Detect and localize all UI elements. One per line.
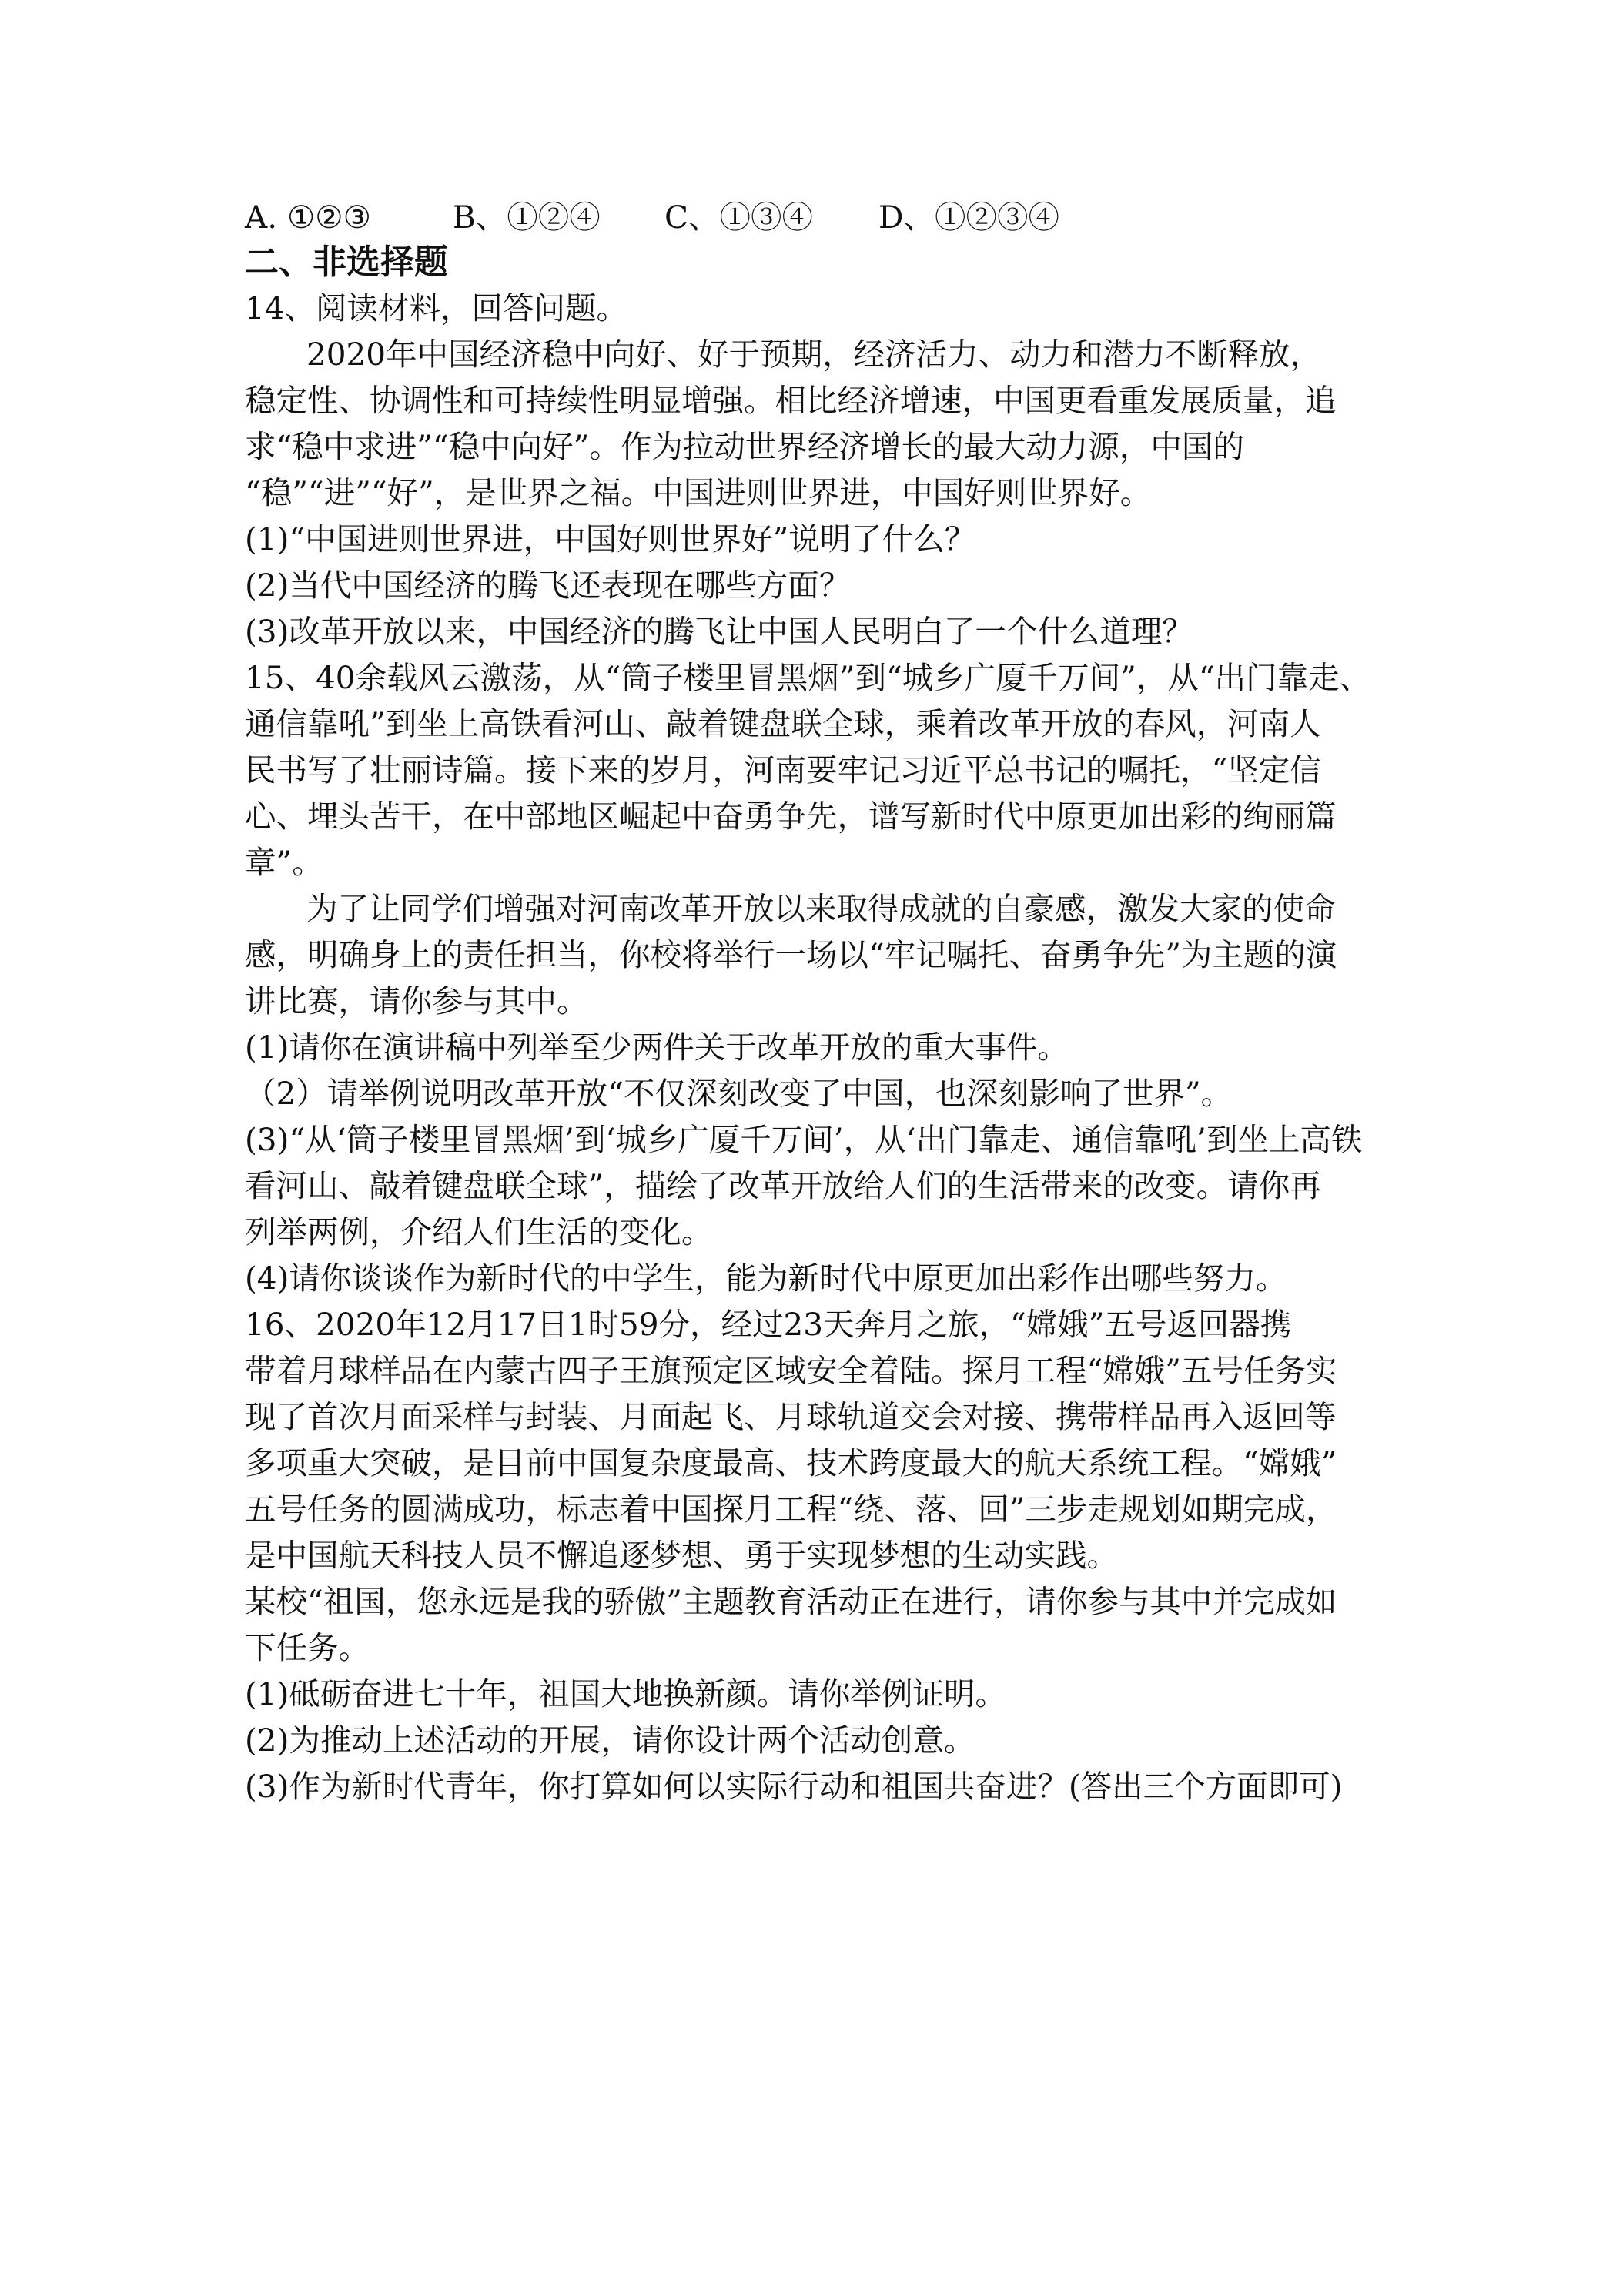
sub-question: (3)“从‘筒子楼里冒黑烟’到‘城乡广厦千万间’，从‘出门靠走、通信靠吼’到坐上高铁 <box>245 1121 1363 1158</box>
material-line: 多项重大突破，是目前中国复杂度最高、技术跨度最大的航天系统工程。“嫦娥” <box>245 1444 1337 1481</box>
sub-question: (3)改革开放以来，中国经济的腾飞让中国人民明白了一个什么道理？ <box>245 613 1193 650</box>
material-line: 下任务。 <box>245 1629 370 1666</box>
question-stem: 14、阅读材料，回答问题。 <box>245 290 628 326</box>
question-14 <box>245 285 1383 654</box>
answer-options <box>245 194 1383 240</box>
sub-question: (2)当代中国经济的腾飞还表现在哪些方面？ <box>245 567 851 604</box>
sub-question: (1)砥砺奋进七十年，祖国大地换新颜。请你举例证明。 <box>245 1675 1006 1712</box>
sub-question: (1)“中国进则世界进，中国好则世界好”说明了什么？ <box>245 520 976 557</box>
material-line: 是中国航天科技人员不懈追逐梦想、勇于实现梦想的生动实践。 <box>245 1537 1118 1574</box>
material-line: 带着月球样品在内蒙古四子王旗预定区域安全着陆。探月工程“嫦娥”五号任务实 <box>245 1352 1337 1389</box>
sub-question: (2)为推动上述活动的开展，请你设计两个活动创意。 <box>245 1722 975 1759</box>
sub-question: （2）请举例说明改革开放“不仅深刻改变了中国，也深刻影响了世界”。 <box>245 1075 1233 1112</box>
document-page <box>245 194 1383 1809</box>
option-b: B、①②④ <box>453 199 601 236</box>
material-line: 16、2020年12月17日1时59分，经过23天奔月之旅，“嫦娥”五号返回器携 <box>245 1306 1292 1343</box>
option-a: A. ①②③ <box>245 199 371 236</box>
question-15 <box>245 654 1383 1301</box>
option-d: D、①②③④ <box>878 199 1059 236</box>
material-line: 15、40余载风云激荡，从“筒子楼里冒黑烟”到“城乡广厦千万间”，从“出门靠走、 <box>245 659 1371 696</box>
question-16 <box>245 1301 1383 1809</box>
option-c: C、①③④ <box>664 199 813 236</box>
material-line: 求“稳中求进”“稳中向好”。作为拉动世界经济增长的最大动力源，中国的 <box>245 428 1244 465</box>
material-line: 某校“祖国，您永远是我的骄傲”主题教育活动正在进行，请你参与其中并完成如 <box>245 1583 1337 1620</box>
material-line: 心、埋头苦干，在中部地区崛起中奋勇争先，谱写新时代中原更加出彩的绚丽篇 <box>245 798 1337 835</box>
material-line: 2020年中国经济稳中向好、好于预期，经济活力、动力和潜力不断释放， <box>306 336 1322 373</box>
material-line: 章”。 <box>245 844 323 881</box>
material-line: 五号任务的圆满成功，标志着中国探月工程“绕、落、回”三步走规划如期完成， <box>245 1491 1337 1528</box>
sub-question: (1)请你在演讲稿中列举至少两件关于改革开放的重大事件。 <box>245 1029 1069 1066</box>
sub-question: 看河山、敲着键盘联全球”，描绘了改革开放给人们的生活带来的改变。请你再 <box>245 1167 1321 1204</box>
material-line: 感，明确身上的责任担当，你校将举行一场以“牢记嘱托、奋勇争先”为主题的演 <box>245 936 1337 973</box>
material-line: 稳定性、协调性和可持续性明显增强。相比经济增速，中国更看重发展质量，追 <box>245 382 1337 419</box>
material-line: 通信靠吼”到坐上高铁看河山、敲着键盘联全球，乘着改革开放的春风，河南人 <box>245 705 1321 742</box>
section-heading: 二、非选择题 <box>245 243 448 282</box>
material-line: 民书写了壮丽诗篇。接下来的岁月，河南要牢记习近平总书记的嘱托，“坚定信 <box>245 751 1321 788</box>
material-line: 为了让同学们增强对河南改革开放以来取得成就的自豪感，激发大家的使命 <box>306 890 1336 927</box>
sub-question: (4)请你谈谈作为新时代的中学生，能为新时代中原更加出彩作出哪些努力。 <box>245 1260 1287 1297</box>
material-line: 讲比赛，请你参与其中。 <box>245 982 588 1019</box>
sub-question: 列举两例，介绍人们生活的变化。 <box>245 1213 713 1250</box>
sub-question: (3)作为新时代青年，你打算如何以实际行动和祖国共奋进？(答出三个方面即可) <box>245 1768 1343 1805</box>
material-line: 现了首次月面采样与封装、月面起飞、月球轨道交会对接、携带样品再入返回等 <box>245 1398 1337 1435</box>
material-line: “稳”“进”“好”，是世界之福。中国进则世界进，中国好则世界好。 <box>245 474 1152 511</box>
